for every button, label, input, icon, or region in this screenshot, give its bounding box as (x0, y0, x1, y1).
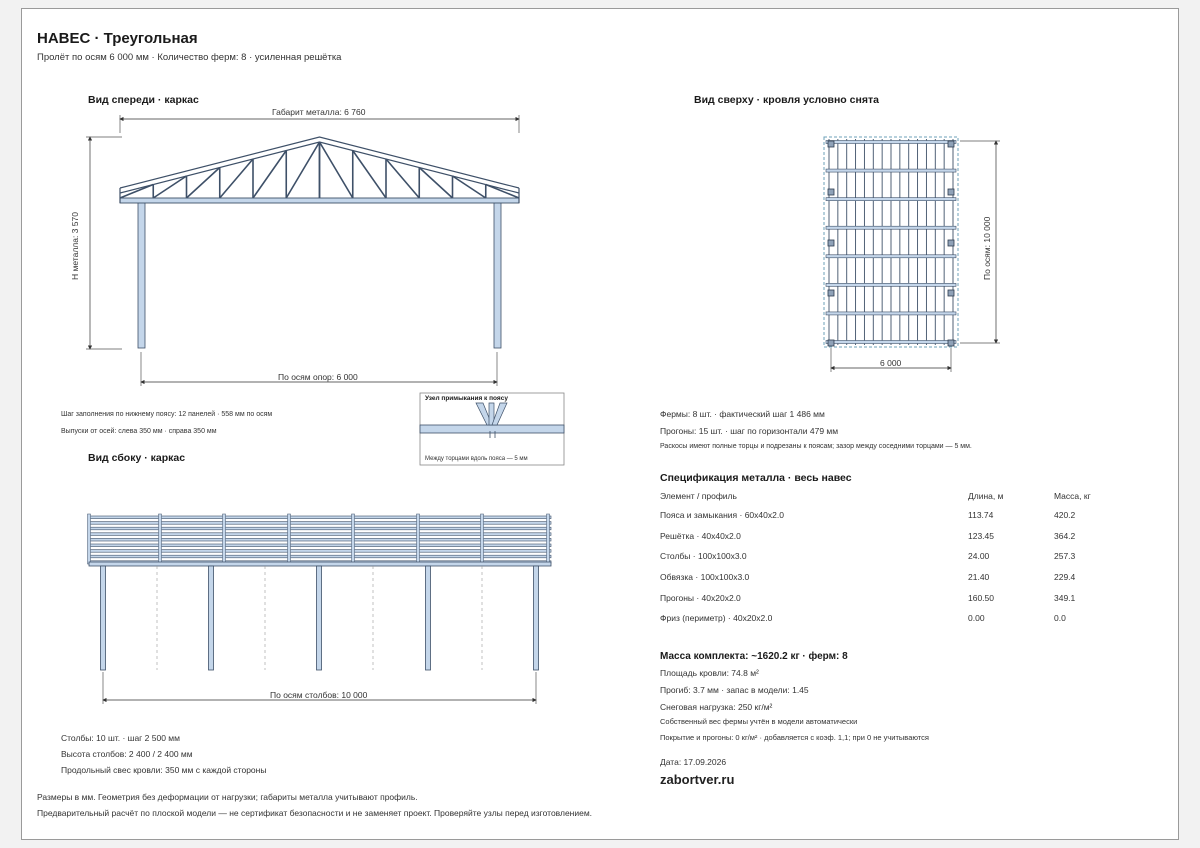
kit-mass: Масса комплекта: ~1620.2 кг · ферм: 8 (660, 651, 848, 662)
spec-cell: 0.0 (1054, 613, 1066, 624)
bottom-chord (120, 198, 519, 203)
side-truss-edge (88, 514, 91, 564)
axis-span-label: По осям опор: 6 000 (278, 372, 358, 382)
truss-line (826, 169, 956, 172)
post-marker (828, 340, 834, 346)
deflection: Прогиб: 3.7 мм · запас в модели: 1.45 (660, 685, 809, 695)
node-detail-caption: Между торцами вдоль пояса — 5 мм (425, 456, 528, 462)
snow-load: Снеговая нагрузка: 250 кг/м² (660, 702, 773, 712)
side-overhang-info: Продольный свес кровли: 350 мм с каждой стороны (61, 765, 267, 775)
height-label: H металла: 3 570 (70, 212, 80, 280)
side-truss-edge (417, 514, 420, 564)
side-view-frame (88, 514, 552, 704)
truss-line (826, 255, 956, 258)
braces-note: Раскосы имеют полные торцы и подрезаны к поясам; зазор между соседними торцами — 5 мм. (660, 443, 972, 450)
diagonal-web (220, 159, 253, 198)
post-marker (948, 141, 954, 147)
footer-line-2: Предварительный расчёт по плоской модели — не сертификат безопасности и не заменяет проект. Проверяйте узлы перед изготовлением. (37, 808, 593, 818)
footer-line-1: Размеры в мм. Геометрия без деформации от нагрузки; габариты металла учитывают профиль. (37, 792, 418, 802)
truss-line (826, 141, 956, 144)
post-marker (948, 290, 954, 296)
truss (120, 137, 519, 203)
table-row (660, 587, 1100, 608)
spec-cell: 21.40 (968, 572, 990, 583)
spec-cell: 123.45 (968, 530, 994, 541)
top-grid (826, 139, 956, 346)
spec-col-mass: Масса, кг (1054, 491, 1091, 501)
node-detail-box (420, 393, 564, 465)
side-truss-edge (223, 514, 226, 564)
side-post (317, 566, 322, 670)
spec-cell: Прогоны · 40х20х2.0 (660, 592, 741, 603)
side-post (209, 566, 214, 670)
top-length-label: По осям: 10 000 (982, 216, 992, 280)
spec-table (660, 491, 1100, 629)
page-title: НАВЕС · Треугольная (37, 30, 198, 47)
node-detail-title: Узел примыкания к поясу (425, 395, 508, 402)
side-truss-edge (288, 514, 291, 564)
spec-cell: 420.2 (1054, 510, 1076, 521)
spec-cell: 160.50 (968, 592, 994, 603)
spec-cell: 349.1 (1054, 592, 1076, 603)
spec-col-element: Элемент / профиль (660, 491, 737, 501)
truss-line (826, 283, 956, 286)
top-view-frame (824, 137, 1000, 372)
side-purlins (88, 514, 552, 670)
front-post-right (494, 202, 501, 348)
top-view-heading: Вид сверху · кровля условно снята (694, 94, 879, 106)
cover-note: Покрытие и прогоны: 0 кг/м² · добавляется с коэф. 1,1; при 0 не учитываются (660, 733, 929, 742)
side-truss-edge (547, 514, 550, 564)
truss-line (826, 312, 956, 315)
truss-line (826, 198, 956, 201)
truss-line (826, 341, 956, 344)
self-weight-note: Собственный вес фермы учтён в модели автоматически (660, 717, 858, 726)
diagonal-web (320, 142, 353, 198)
side-truss-edge (481, 514, 484, 564)
diagonal-web (386, 159, 419, 198)
post-height-info: Высота столбов: 2 400 / 2 400 мм (61, 749, 193, 759)
roof-area: Площадь кровли: 74.8 м² (660, 668, 759, 678)
front-view-frame (86, 115, 519, 386)
spec-cell: 364.2 (1054, 530, 1076, 541)
post-marker (828, 290, 834, 296)
spec-header-row (660, 491, 1100, 505)
table-row (660, 546, 1100, 567)
spec-heading: Спецификация металла · весь навес (660, 472, 852, 484)
fill-note: Шаг заполнения по нижнему поясу: 12 панелей · 558 мм по осям (61, 411, 273, 418)
side-beam (89, 562, 551, 566)
side-axis-label: По осям столбов: 10 000 (270, 690, 368, 700)
side-post (426, 566, 431, 670)
diagonal-web (286, 142, 319, 198)
table-row (660, 505, 1100, 526)
post-marker (828, 189, 834, 195)
spec-cell: 0.00 (968, 613, 985, 624)
post-marker (828, 141, 834, 147)
truss-line (826, 226, 956, 229)
spec-cell: 113.74 (968, 510, 994, 521)
trusses-info: Фермы: 8 шт. · фактический шаг 1 486 мм (660, 409, 825, 419)
spec-cell: Столбы · 100х100х3.0 (660, 551, 747, 562)
diagonal-web (153, 176, 186, 198)
purlins-info: Прогоны: 15 шт. · шаг по горизонтали 479 мм (660, 426, 839, 436)
table-row (660, 526, 1100, 547)
side-view-heading: Вид сбоку · каркас (88, 452, 186, 464)
post-marker (948, 189, 954, 195)
post-marker (948, 340, 954, 346)
overhang-note: Выпуски от осей: слева 350 мм · справа 350 мм (61, 428, 217, 435)
spec-cell: Фриз (периметр) · 40х20х2.0 (660, 613, 773, 624)
diagonal-web (453, 176, 486, 198)
post-marker (948, 240, 954, 246)
post-marker (828, 240, 834, 246)
spec-col-length: Длина, м (968, 491, 1004, 501)
overall-width-label: Габарит металла: 6 760 (272, 107, 366, 117)
spec-cell: 257.3 (1054, 551, 1076, 562)
table-row (660, 567, 1100, 588)
spec-cell: 24.00 (968, 551, 990, 562)
side-truss-edge (159, 514, 162, 564)
spec-cell: Обвязка · 100х100х3.0 (660, 572, 750, 583)
table-row (660, 608, 1100, 629)
spec-cell: 229.4 (1054, 572, 1076, 583)
side-post (534, 566, 539, 670)
spec-cell: Пояса и замыкания · 60х40х2.0 (660, 510, 784, 521)
side-truss-edge (352, 514, 355, 564)
top-width-label: 6 000 (880, 358, 902, 368)
spec-cell: Решётка · 40х40х2.0 (660, 530, 741, 541)
brand-link[interactable]: zabortver.ru (660, 772, 735, 787)
front-post-left (138, 202, 145, 348)
side-post (101, 566, 106, 670)
date: Дата: 17.09.2026 (660, 757, 727, 767)
page-subtitle: Пролёт по осям 6 000 мм · Количество ферм: 8 · усиленная решётка (37, 52, 342, 63)
front-view-heading: Вид спереди · каркас (88, 94, 199, 106)
posts-info: Столбы: 10 шт. · шаг 2 500 мм (61, 733, 180, 743)
